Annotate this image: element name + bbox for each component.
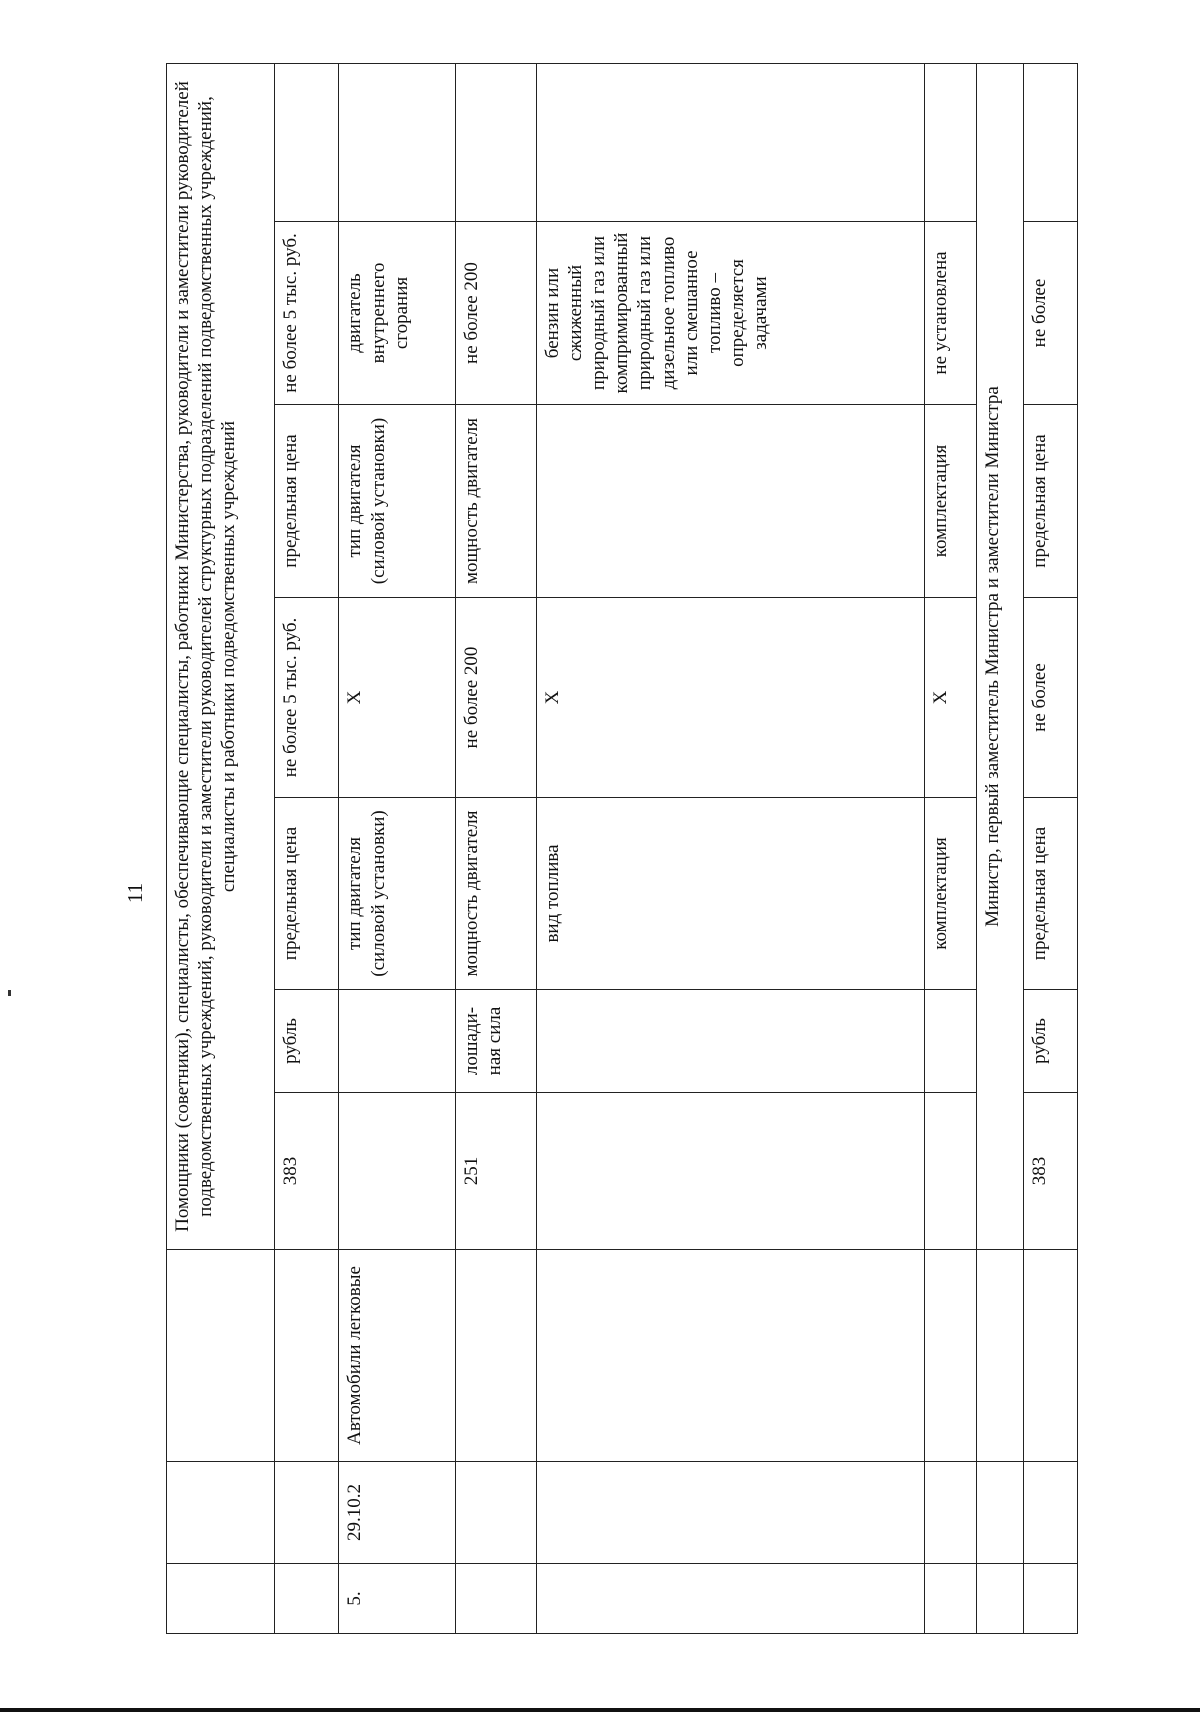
product-name-cell-empty — [274, 1250, 339, 1462]
value-cell: не более 5 тыс. руб. — [274, 222, 339, 405]
code-cell-empty — [274, 1462, 339, 1564]
code-cell-empty — [1024, 1462, 1078, 1564]
okei-code-cell — [339, 1093, 455, 1250]
value-cell: Х — [536, 598, 924, 798]
product-name-cell: Автомобили легковые — [339, 1250, 455, 1462]
product-name-cell-empty — [167, 1250, 275, 1462]
unit-cell: лошади-ная сила — [455, 990, 536, 1093]
value-cell: двигатель внутреннего сгорания — [339, 222, 455, 405]
characteristic-cell: тип двигателя (силовой установки) — [339, 405, 455, 598]
rotated-table-container — [166, 64, 1078, 1634]
characteristic-cell: вид топлива — [536, 798, 924, 990]
value-cell: не более — [1024, 222, 1078, 405]
product-name-cell-empty — [976, 1250, 1023, 1462]
table-row — [1024, 63, 1078, 1633]
value-cell: не более 200 — [455, 598, 536, 798]
code-cell-empty — [167, 1462, 275, 1564]
value-cell: не более 5 тыс. руб. — [274, 598, 339, 798]
characteristic-cell: предельная цена — [1024, 405, 1078, 598]
value-cell: бензин или сжиженный природный газ или компримированный природный газ или дизельное топливо или смешанное топливо – определяется задачами — [536, 222, 924, 405]
empty-cell — [339, 63, 455, 221]
unit-cell — [339, 990, 455, 1093]
scan-edge-line — [0, 1708, 1200, 1712]
okei-code-cell: 383 — [1024, 1093, 1078, 1250]
okei-code-cell — [924, 1093, 976, 1250]
product-name-cell-empty — [1024, 1250, 1078, 1462]
row-number-cell-empty — [976, 1564, 1023, 1634]
group-header-staff: Помощники (советники), специалисты, обеспечивающие специалисты, работники Министерства, руководители и заместители руководителей подведомственных учреждений, руководители и заместители руководителей структурных подразделений подведомственных учреждений, специалисты и работники подведомственных учреждений — [167, 63, 275, 1249]
table-row — [455, 63, 536, 1633]
okei-code-cell — [536, 1093, 924, 1250]
characteristic-cell: мощность двигателя — [455, 798, 536, 990]
row-number-cell-empty — [1024, 1564, 1078, 1634]
code-cell-empty — [976, 1462, 1023, 1564]
code-cell-empty — [924, 1462, 976, 1564]
characteristic-cell: предельная цена — [274, 798, 339, 990]
table-row — [924, 63, 976, 1633]
product-name-cell-empty — [924, 1250, 976, 1462]
empty-cell — [1024, 63, 1078, 221]
empty-cell — [274, 63, 339, 221]
row-number-cell-empty — [274, 1564, 339, 1634]
row-number-cell-empty — [536, 1564, 924, 1634]
table-row — [167, 63, 275, 1633]
product-name-cell-empty — [536, 1250, 924, 1462]
table-row — [536, 63, 924, 1633]
value-cell: не установлена — [924, 222, 976, 405]
table-row — [274, 63, 339, 1633]
characteristic-cell: комплектация — [924, 798, 976, 990]
row-number-cell: 5. — [339, 1564, 455, 1634]
empty-cell — [455, 63, 536, 221]
row-number-cell-empty — [455, 1564, 536, 1634]
empty-cell — [536, 63, 924, 221]
characteristic-cell: комплектация — [924, 405, 976, 598]
page-number: 11 — [123, 882, 147, 904]
group-header-ministers: Министр, первый заместитель Министра и заместители Министра — [976, 63, 1023, 1249]
characteristic-cell: предельная цена — [1024, 798, 1078, 990]
value-cell: Х — [339, 598, 455, 798]
requirements-table — [166, 63, 1078, 1634]
value-cell: не более — [1024, 598, 1078, 798]
characteristic-cell: предельная цена — [274, 405, 339, 598]
okei-code-cell: 251 — [455, 1093, 536, 1250]
unit-cell: рубль — [274, 990, 339, 1093]
value-cell: не более 200 — [455, 222, 536, 405]
unit-cell — [924, 990, 976, 1093]
scan-speck — [8, 990, 11, 996]
row-number-cell-empty — [924, 1564, 976, 1634]
characteristic-cell: мощность двигателя — [455, 405, 536, 598]
code-cell-empty — [536, 1462, 924, 1564]
characteristic-cell: тип двигателя (силовой установки) — [339, 798, 455, 990]
table-row — [976, 63, 1023, 1633]
empty-cell — [924, 63, 976, 221]
product-name-cell-empty — [455, 1250, 536, 1462]
value-cell: Х — [924, 598, 976, 798]
okpd-code-cell: 29.10.2 — [339, 1462, 455, 1564]
okei-code-cell: 383 — [274, 1093, 339, 1250]
unit-cell: рубль — [1024, 990, 1078, 1093]
unit-cell — [536, 990, 924, 1093]
row-number-cell-empty — [167, 1564, 275, 1634]
characteristic-cell — [536, 405, 924, 598]
code-cell-empty — [455, 1462, 536, 1564]
table-row — [339, 63, 455, 1633]
